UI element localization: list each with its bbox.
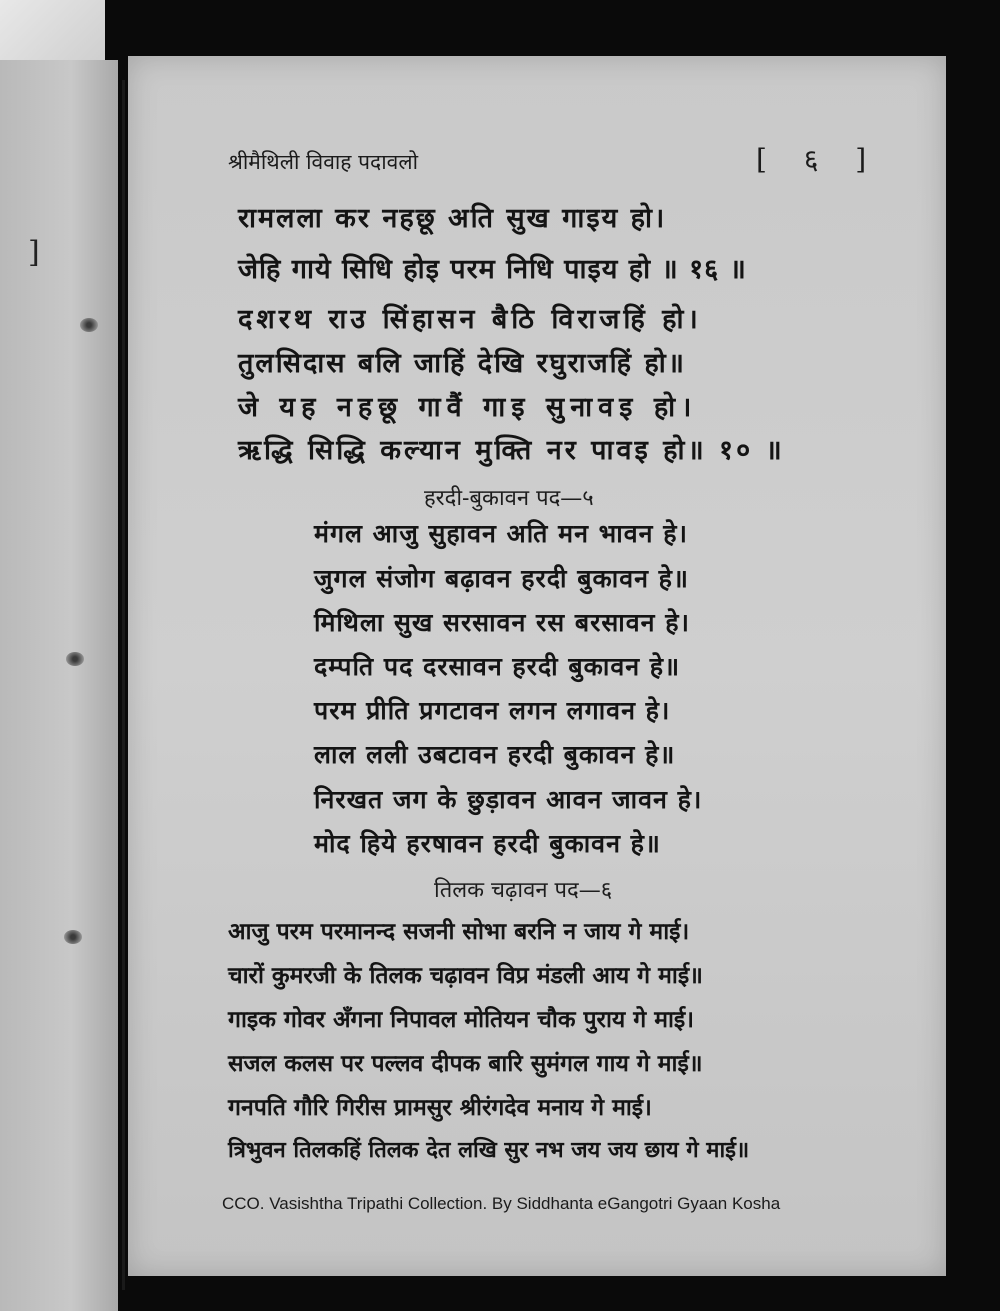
book-page bbox=[128, 56, 946, 1276]
verse-line: तुलसिदास बलि जाहिं देखि रघुराजहिं हो॥ bbox=[238, 348, 686, 379]
verse-line: दशरथ राउ सिंहासन बैठि विराजहिं हो। bbox=[238, 304, 702, 335]
verse-line: लाल लली उबटावन हरदी बुकावन हे॥ bbox=[314, 740, 676, 769]
verse-line: दम्पति पद दरसावन हरदी बुकावन हे॥ bbox=[314, 652, 681, 681]
left-facing-page bbox=[0, 60, 118, 1311]
verse-line: जेहि गाये सिधि होइ परम निधि पाइय हो ॥ १६ ॥ bbox=[238, 254, 747, 285]
verse-line: गाइक गोवर अँगना निपावल मोतियन चौक पुराय गे माई। bbox=[228, 1007, 694, 1033]
binding-hole bbox=[66, 652, 84, 666]
verse-line: मोद हिये हरषावन हरदी बुकावन हे॥ bbox=[314, 829, 661, 858]
verse-line: जे यह नहछू गावैं गाइ सुनावइ हो। bbox=[238, 392, 698, 423]
verse-line: ऋद्धि सिद्धि कल्यान मुक्ति नर पावइ हो॥ १० ॥ bbox=[238, 435, 785, 466]
section-heading: हरदी-बुकावन पद—५ bbox=[424, 486, 594, 511]
section-heading: तिलक चढ़ावन पद—६ bbox=[434, 878, 613, 903]
verse-line: गनपति गौरि गिरीस प्रामसुर श्रीरंगदेव मनाय गे माई। bbox=[228, 1095, 652, 1121]
binding-hole bbox=[80, 318, 98, 332]
collection-credit: CCO. Vasishtha Tripathi Collection. By Siddhanta eGangotri Gyaan Kosha bbox=[222, 1194, 781, 1213]
left-page-bracket: ] bbox=[28, 235, 40, 270]
verse-line: जुगल संजोग बढ़ावन हरदी बुकावन हे॥ bbox=[314, 564, 689, 593]
verse-line: त्रिभुवन तिलकहिं तिलक देत लखि सुर नभ जय जय छाय गे माई॥ bbox=[228, 1138, 750, 1163]
verse-line: परम प्रीति प्रगटावन लगन लगावन हे। bbox=[314, 696, 671, 725]
book-gutter bbox=[122, 80, 125, 1290]
verse-line: निरखत जग के छुड़ावन आवन जावन हे। bbox=[314, 785, 703, 814]
binding-hole bbox=[64, 930, 82, 944]
verse-line: मंगल आजु सुहावन अति मन भावन हे। bbox=[314, 519, 688, 548]
page-number: [ ६ ] bbox=[756, 143, 881, 176]
running-head: श्रीमैथिली विवाह पदावलो bbox=[228, 150, 419, 174]
verse-line: सजल कलस पर पल्लव दीपक बारि सुमंगल गाय गे माई॥ bbox=[228, 1051, 703, 1077]
verse-line: रामलला कर नहछू अति सुख गाइय हो। bbox=[238, 203, 667, 234]
verse-line: चारों कुमरजी के तिलक चढ़ावन विप्र मंडली आय गे माई॥ bbox=[228, 963, 703, 989]
adjacent-paper-corner bbox=[0, 0, 105, 60]
verse-line: मिथिला सुख सरसावन रस बरसावन हे। bbox=[314, 608, 690, 637]
verse-line: आजु परम परमानन्द सजनी सोभा बरनि न जाय गे माई। bbox=[228, 919, 690, 945]
